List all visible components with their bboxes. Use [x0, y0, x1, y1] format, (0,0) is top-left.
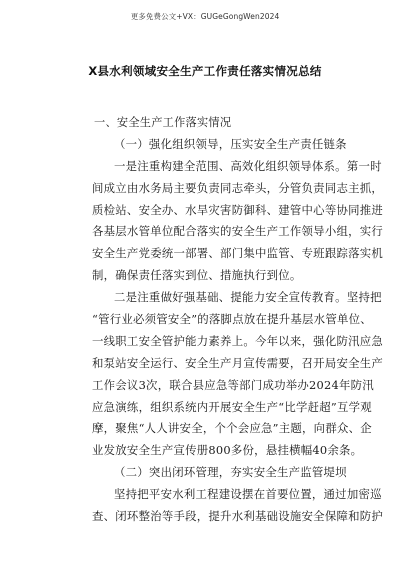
document-body — [92, 112, 384, 528]
paragraph-line: 查、闭环整治等手段，提升水利基础设施安全保障和防护 — [92, 509, 384, 524]
paragraph-line: 坚持把平安水利工程建设摆在首要位置，通过加密巡 — [114, 487, 382, 502]
paragraph-line: 和泵站安全运行、安全生产月宣传需要，召开局安全生产 — [92, 355, 384, 370]
paragraph-line: 摩，聚焦“人人讲安全，个个会应急”主题，向群众、企 — [92, 421, 372, 436]
document-title: X县水利领域安全生产工作责任落实情况总结 — [88, 64, 322, 78]
paragraph-line: 应急演练，组织系统内开展安全生产“比学赶超”互学观 — [92, 399, 372, 414]
header-note: 更多免费公文+VX：GUGeGongWen2024 — [130, 12, 280, 21]
paragraph-line: 一线职工安全管护能力素养上。今年以来，强化防汛应急 — [92, 333, 384, 348]
paragraph-line: 二是注重做好强基础、提能力安全宣传教育。坚持把 — [114, 290, 382, 305]
paragraph-line: 各基层水管单位配合落实的安全生产工作领导小组，实行 — [92, 224, 384, 239]
paragraph-line: 制，确保责任落实到位、措施执行到位。 — [92, 268, 302, 283]
section-heading: 一、安全生产工作落实情况 — [94, 116, 232, 129]
paragraph-line: 工作会议3次，联合县应急等部门成功举办2024年防汛 — [92, 377, 374, 392]
paragraph-line: “管行业必须管安全”的落脚点放在提升基层水管单位、 — [92, 312, 372, 327]
subsection-heading: （二）突出闭环管理，夯实安全生产监管堤坝 — [114, 465, 347, 480]
paragraph-line: 间成立由水务局主要负责同志牵头，分管负责同志主抓， — [92, 180, 384, 195]
subsection-heading: （一）强化组织领导，压实安全生产责任链条 — [114, 136, 347, 151]
paragraph-line: 一是注重构建全范围、高效化组织领导体系。第一时 — [114, 158, 382, 173]
paragraph-line: 业发放安全生产宣传册800多份，悬挂横幅40余条。 — [92, 443, 363, 458]
paragraph-line: 质检站、安全办、水旱灾害防御科、建管中心等协同推进 — [92, 202, 384, 217]
paragraph-line: 安全生产党委统一部署、部门集中监管、专班跟踪落实机 — [92, 246, 384, 261]
